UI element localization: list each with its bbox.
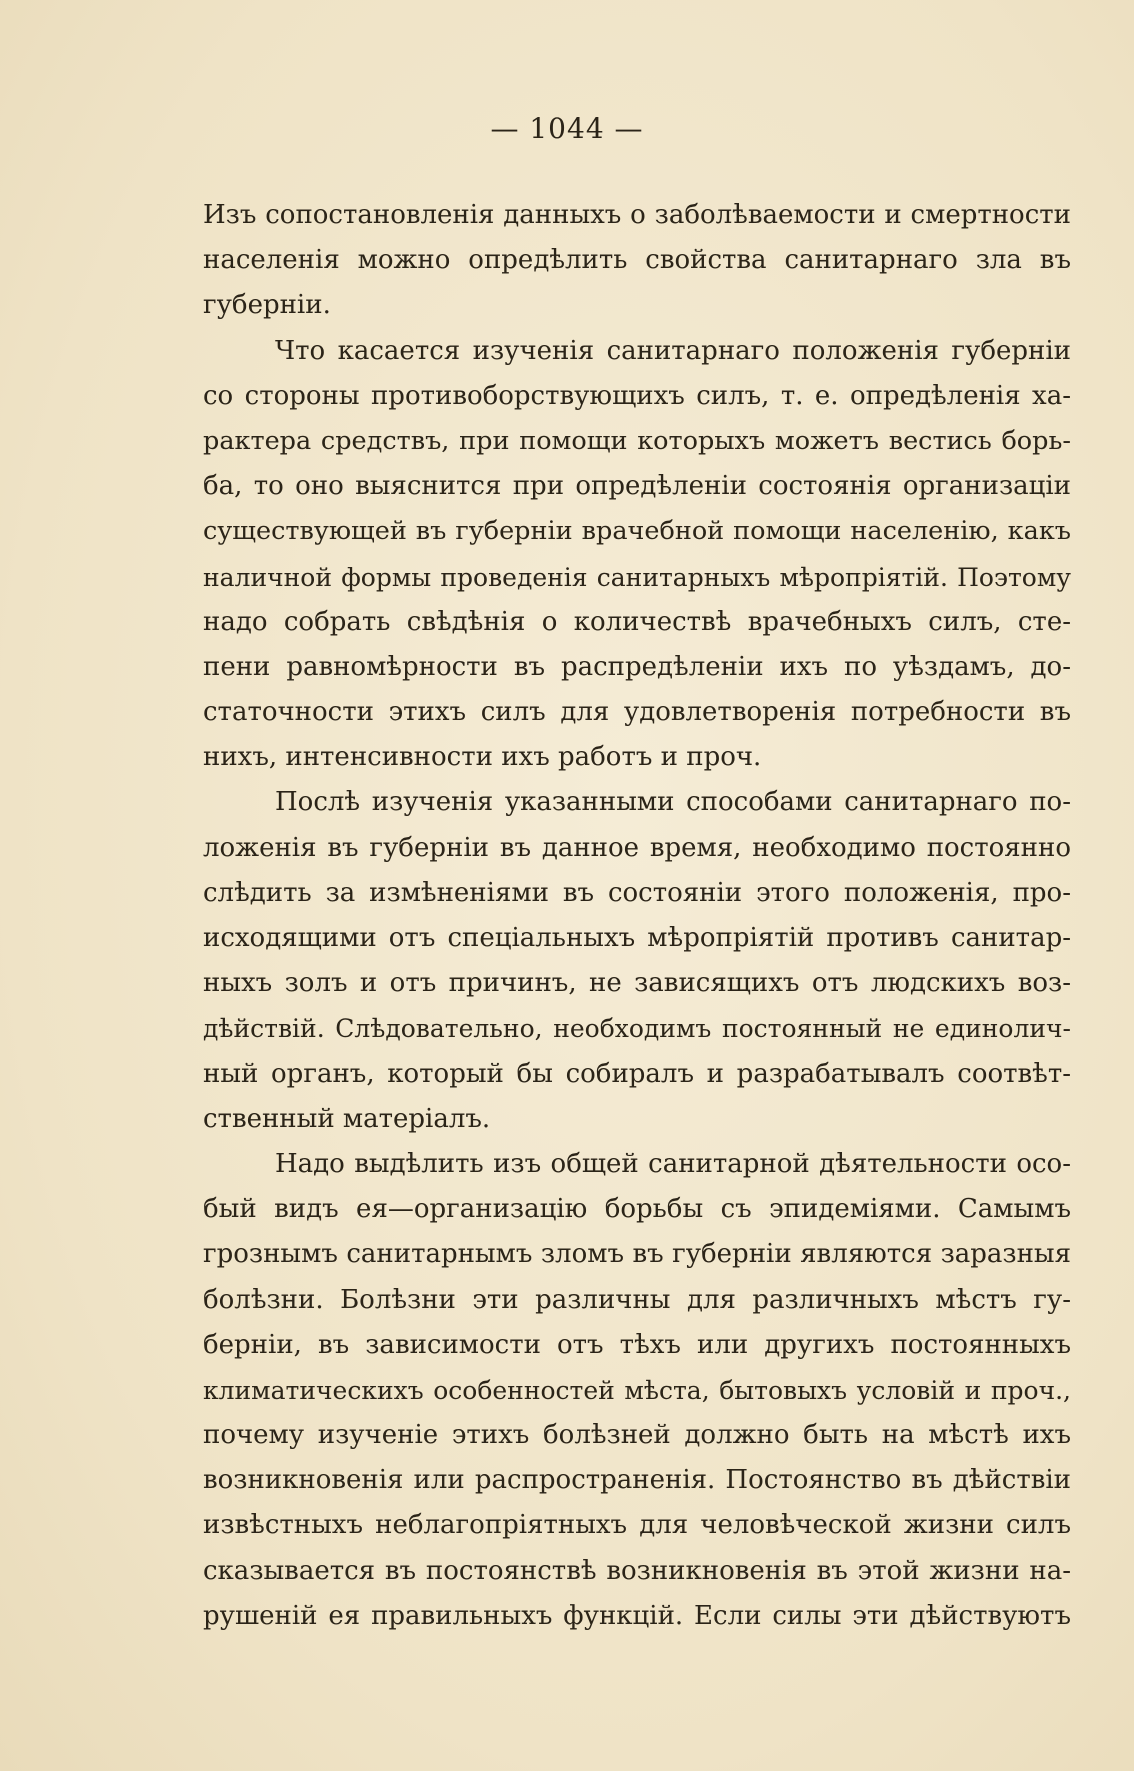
text-line: грознымъ санитарнымъ зломъ въ губерніи являются заразныя: [203, 1239, 1071, 1270]
text-line: со стороны противоборствующихъ силъ, т. е. опредѣленія ха-: [203, 380, 1071, 411]
text-line: ныхъ золъ и отъ причинъ, не зависящихъ отъ людскихъ воз-: [203, 968, 1071, 999]
text-line: Надо выдѣлить изъ общей санитарной дѣятельности осо-: [275, 1148, 1071, 1179]
text-line: дѣйствій. Слѣдовательно, необходимъ постоянный не единолич-: [203, 1014, 1071, 1044]
text-line: ный органъ, который бы собиралъ и разрабатывалъ соотвѣт-: [203, 1058, 1071, 1089]
text-line: возникновенія или распространенія. Постоянство въ дѣйствіи: [203, 1465, 1071, 1496]
text-line: Что касается изученія санитарнаго положенія губерніи: [275, 335, 1071, 366]
text-line: статочности этихъ силъ для удовлетворенія потребности въ: [203, 697, 1071, 728]
text-line: нихъ, интенсивности ихъ работъ и проч.: [203, 742, 762, 773]
text-line: сказывается въ постоянствѣ возникновенія въ этой жизни на-: [203, 1555, 1071, 1586]
body-text: [203, 193, 1071, 1639]
text-line: рушеній ея правильныхъ функцій. Если силы эти дѣйствуютъ: [203, 1600, 1071, 1631]
text-line: слѣдить за измѣненіями въ состояніи этого положенія, про-: [203, 877, 1071, 908]
text-line: болѣзни. Болѣзни эти различны для различныхъ мѣстъ гу-: [203, 1284, 1071, 1315]
text-line: ственный матеріалъ.: [203, 1103, 491, 1134]
text-line: пени равномѣрности въ распредѣленіи ихъ по уѣздамъ, до-: [203, 651, 1071, 682]
text-line: почему изученіе этихъ болѣзней должно быть на мѣстѣ ихъ: [203, 1420, 1071, 1451]
text-line: извѣстныхъ неблагопріятныхъ для человѣческой жизни силъ: [203, 1510, 1071, 1541]
text-line: ложенія въ губерніи въ данное время, необходимо постоянно: [203, 832, 1071, 863]
text-line: Изъ сопостановленія данныхъ о заболѣваемости и смертности: [203, 200, 1071, 230]
text-line: климатическихъ особенностей мѣста, бытовыхъ условій и проч.,: [203, 1375, 1071, 1405]
text-line: бый видъ ея—организацію борьбы съ эпидеміями. Самымъ: [203, 1194, 1071, 1225]
text-line: рактера средствъ, при помощи которыхъ можетъ вестись борь-: [203, 425, 1071, 456]
text-line: берніи, въ зависимости отъ тѣхъ или другихъ постоянныхъ: [203, 1329, 1071, 1360]
text-line: Послѣ изученія указанными способами санитарнаго по-: [275, 787, 1071, 818]
text-line: губерніи.: [203, 290, 331, 321]
text-line: наличной формы проведенія санитарныхъ мѣропріятій. Поэтому: [203, 562, 1071, 592]
text-line: исходящими отъ спеціальныхъ мѣропріятій противъ санитар-: [203, 923, 1071, 953]
text-line: надо собрать свѣдѣнія о количествѣ врачебныхъ силъ, сте-: [203, 606, 1071, 637]
text-line: существующей въ губерніи врачебной помощи населенію, какъ: [203, 516, 1071, 547]
text-line: населенія можно опредѣлить свойства санитарнаго зла въ: [203, 245, 1071, 276]
page-number: — 1044 —: [490, 112, 644, 145]
text-line: ба, то оно выяснится при опредѣленіи состоянія организаціи: [203, 471, 1071, 502]
